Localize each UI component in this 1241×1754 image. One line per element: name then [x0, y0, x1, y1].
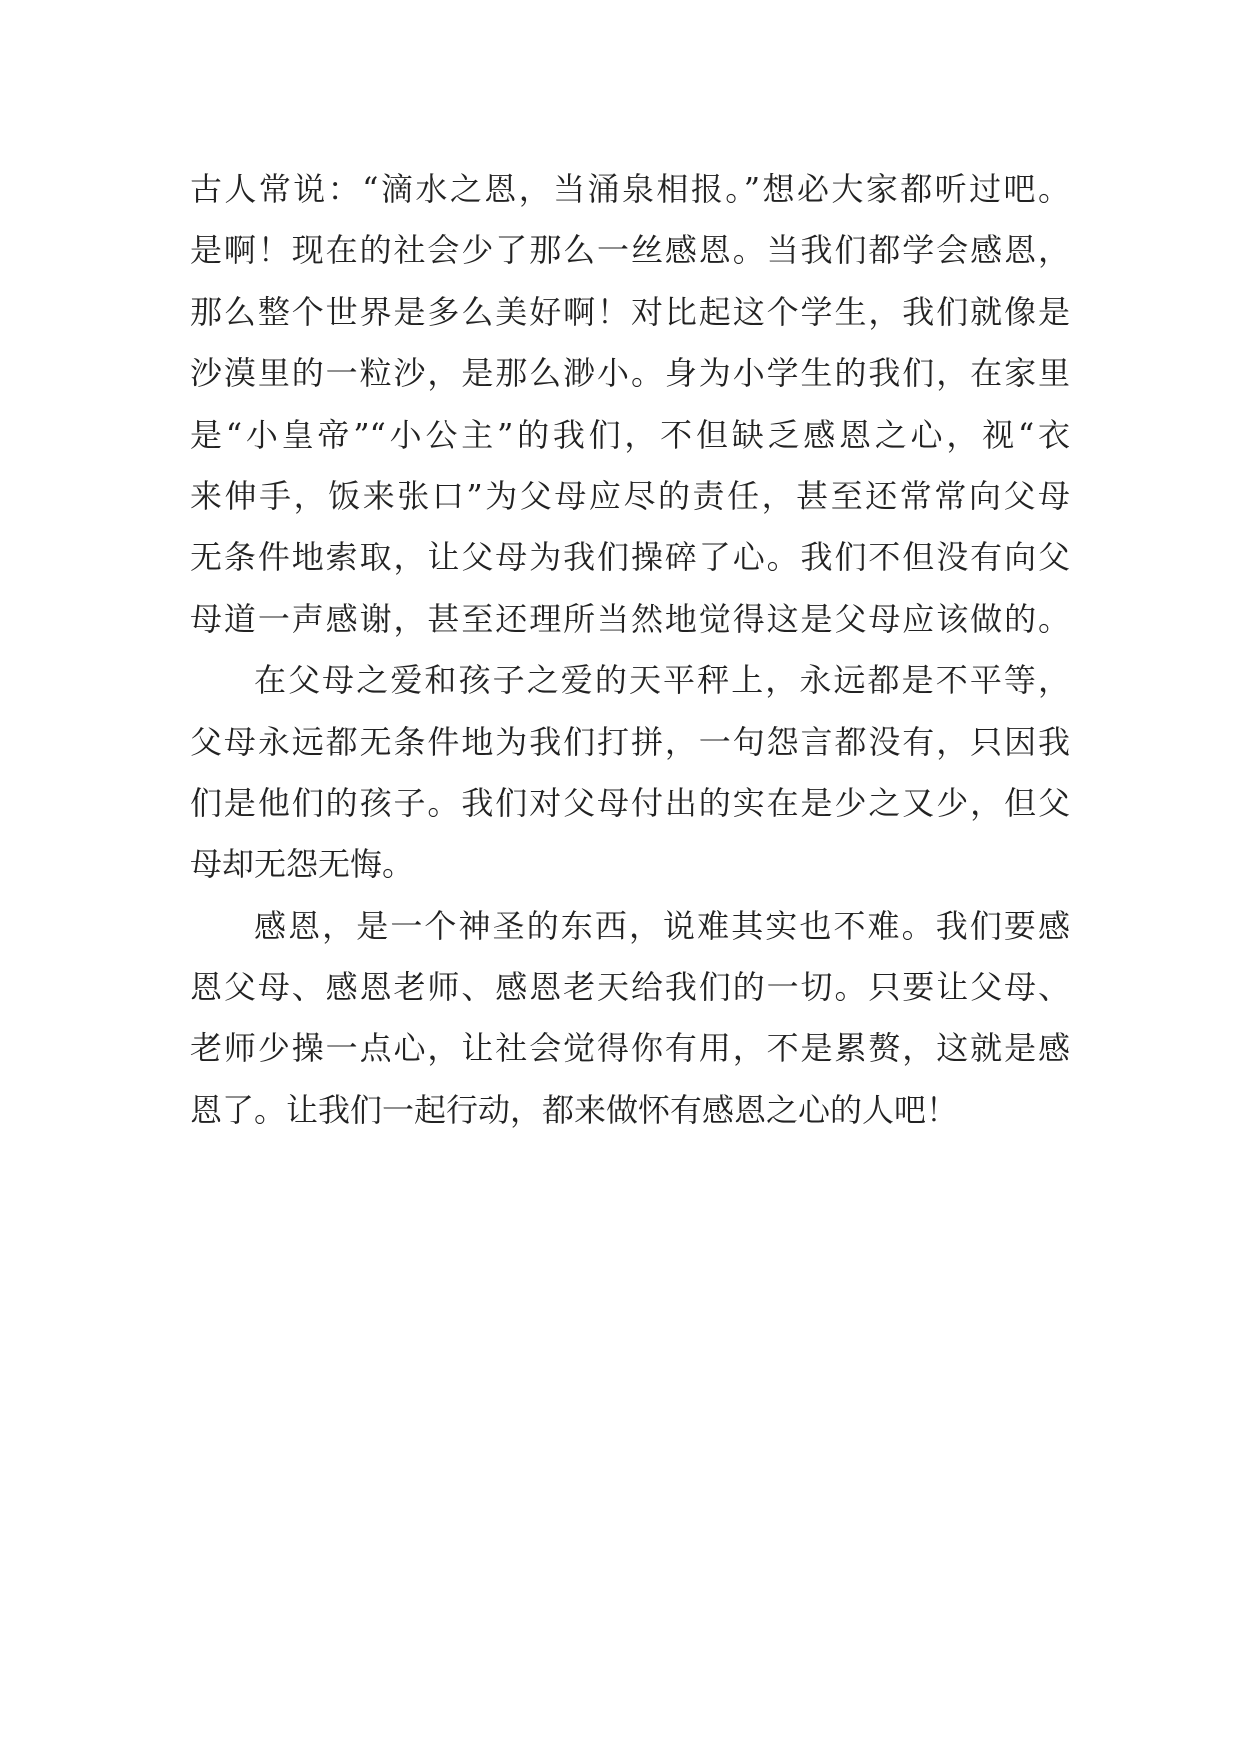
text-line: 无条件地索取，让父母为我们操碎了心。我们不但没有向父 [190, 538, 1070, 577]
text-line: 父母永远都无条件地为我们打拼，一句怨言都没有，只因我 [190, 722, 1070, 761]
text-line: 来伸手，饭来张口”为父母应尽的责任，甚至还常常向父母 [190, 476, 1070, 515]
paragraph-end-line: 恩了。让我们一起行动，都来做怀有感恩之心的人吧！ [190, 1090, 959, 1129]
text-line: 是“小皇帝”“小公主”的我们，不但缺乏感恩之心，视“衣 [190, 415, 1070, 454]
body-text [190, 159, 1070, 1141]
paragraph-start-line: 感恩，是一个神圣的东西，说难其实也不难。我们要感 [254, 906, 1070, 945]
text-line: 古人常说：“滴水之恩，当涌泉相报。”想必大家都听过吧。 [190, 170, 1070, 208]
text-line: 是啊！现在的社会少了那么一丝感恩。当我们都学会感恩， [190, 231, 1070, 270]
text-line: 恩父母、感恩老师、感恩老天给我们的一切。只要让父母、 [190, 968, 1070, 1007]
text-line: 那么整个世界是多么美好啊！对比起这个学生，我们就像是 [190, 292, 1070, 331]
paragraph-end-line: 母却无怨无悔。 [190, 845, 415, 884]
text-line: 母道一声感谢，甚至还理所当然地觉得这是父母应该做的。 [190, 599, 1070, 638]
text-line: 沙漠里的一粒沙，是那么渺小。身为小学生的我们，在家里 [190, 354, 1070, 393]
text-line: 们是他们的孩子。我们对父母付出的实在是少之又少，但父 [190, 783, 1070, 822]
text-line: 老师少操一点心，让社会觉得你有用，不是累赘，这就是感 [190, 1029, 1070, 1068]
paragraph-start-line: 在父母之爱和孩子之爱的天平秤上，永远都是不平等， [254, 661, 1070, 700]
